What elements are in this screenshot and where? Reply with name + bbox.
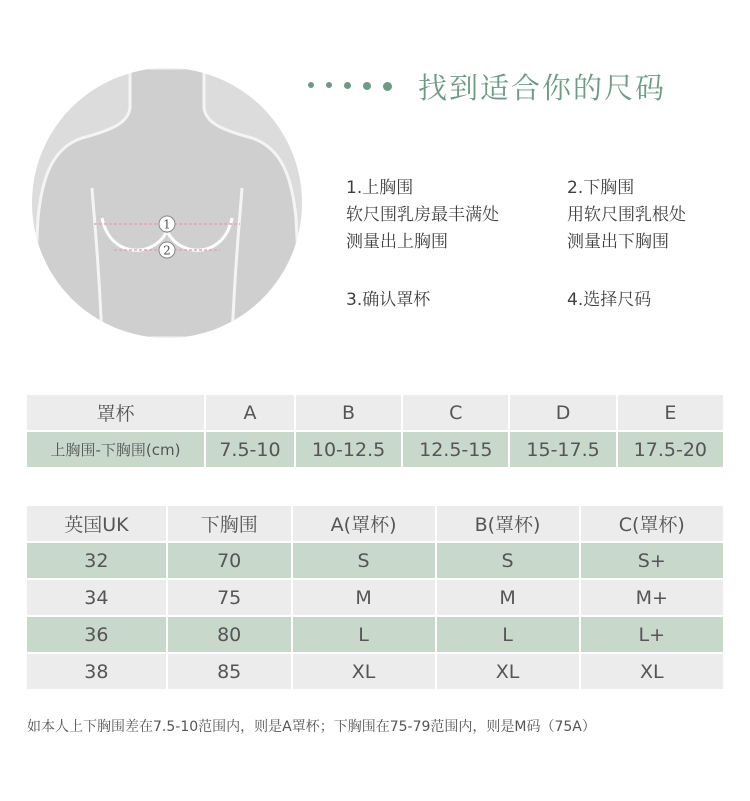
- table-header-cell: A: [206, 395, 294, 430]
- sizing-note: 如本人上下胸围差在7.5-10范围内，则是A罩杯；下胸围在75-79范围内，则是M码（75A）: [27, 719, 596, 735]
- dot-icon: [363, 82, 371, 90]
- table-cell: S: [293, 543, 435, 578]
- bust-measurement-illustration: [32, 68, 302, 338]
- table-cell: 70: [168, 543, 291, 578]
- table-row: [27, 580, 723, 615]
- table-cell: 10-12.5: [296, 432, 401, 467]
- dot-icon: [308, 82, 314, 88]
- step-line: 测量出下胸围: [567, 232, 669, 252]
- cup-size-table: [25, 393, 725, 469]
- dot-icon: [344, 82, 351, 89]
- table-header-cell: C: [403, 395, 508, 430]
- table-cell: M+: [581, 580, 723, 615]
- table-cell: 80: [168, 617, 291, 652]
- table-cell: S: [437, 543, 579, 578]
- table-row: [27, 654, 723, 689]
- table-cell: XL: [437, 654, 579, 689]
- table-cell: 17.5-20: [618, 432, 723, 467]
- step-line: 软尺围乳房最丰满处: [346, 205, 499, 225]
- table-header-cell: 英国UK: [27, 506, 166, 541]
- table-cell: M: [437, 580, 579, 615]
- table-cell: S+: [581, 543, 723, 578]
- table-header-cell: D: [510, 395, 615, 430]
- table-cell: XL: [293, 654, 435, 689]
- table-cell: 12.5-15: [403, 432, 508, 467]
- table-header-cell: E: [618, 395, 723, 430]
- marker-1: 1: [163, 217, 171, 232]
- table-cell: L+: [581, 617, 723, 652]
- table-header-cell: A(罩杯): [293, 506, 435, 541]
- step-title: 2.下胸围: [567, 178, 635, 198]
- table-header-row: [27, 395, 723, 430]
- table-cell: 34: [27, 580, 166, 615]
- table-cell: 75: [168, 580, 291, 615]
- page-title: 找到适合你的尺码: [418, 70, 667, 105]
- step-title: 4.选择尺码: [567, 290, 652, 310]
- table-row: [27, 617, 723, 652]
- table-cell: 85: [168, 654, 291, 689]
- table-header-cell: C(罩杯): [581, 506, 723, 541]
- table-row: [27, 432, 723, 467]
- marker-2: 2: [163, 243, 171, 258]
- dot-icon: [383, 82, 392, 91]
- decorative-dots: [308, 82, 392, 91]
- step-title: 3.确认罩杯: [346, 290, 431, 310]
- step-title: 1.上胸围: [346, 178, 414, 198]
- table-row: [27, 543, 723, 578]
- dot-icon: [326, 82, 332, 88]
- row-label: 上胸围-下胸围(cm): [27, 432, 204, 467]
- step-line: 测量出上胸围: [346, 232, 448, 252]
- table-header-cell: 下胸围: [168, 506, 291, 541]
- step-3: [346, 287, 430, 314]
- table-header-cell: 罩杯: [27, 395, 204, 430]
- size-chart-table: [25, 504, 725, 691]
- table-cell: 32: [27, 543, 166, 578]
- step-2: [567, 175, 686, 256]
- table-cell: 7.5-10: [206, 432, 294, 467]
- table-cell: 38: [27, 654, 166, 689]
- title-row: [300, 66, 666, 106]
- table-header-cell: B(罩杯): [437, 506, 579, 541]
- table-cell: L: [437, 617, 579, 652]
- step-1: [346, 175, 499, 256]
- step-4: [567, 287, 651, 314]
- table-cell: XL: [581, 654, 723, 689]
- step-line: 用软尺围乳根处: [567, 205, 686, 225]
- table-cell: 36: [27, 617, 166, 652]
- table-header-cell: B: [296, 395, 401, 430]
- table-cell: M: [293, 580, 435, 615]
- table-header-row: [27, 506, 723, 541]
- table-cell: 15-17.5: [510, 432, 615, 467]
- table-cell: L: [293, 617, 435, 652]
